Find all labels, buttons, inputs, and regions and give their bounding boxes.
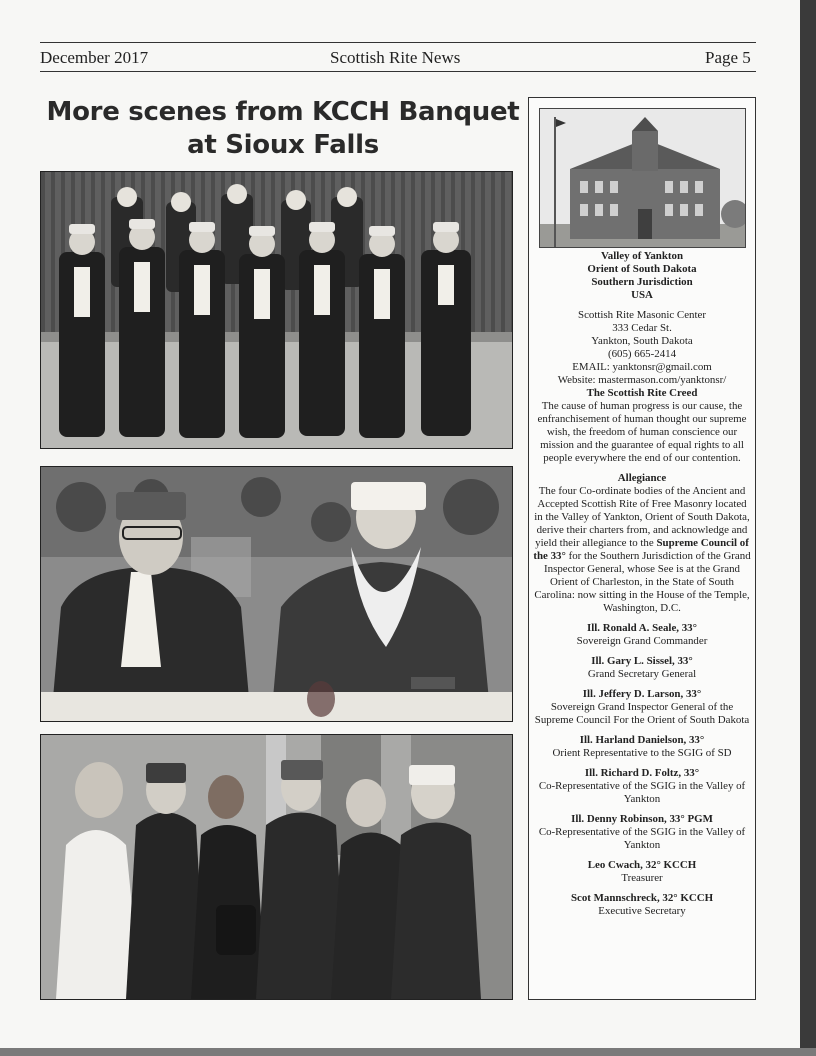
headline-line-1: More scenes from KCCH Banquet xyxy=(46,97,520,127)
creed-text: The cause of human progress is our cause, the enfranchisement of human thought our supreme wish, the freedom of human conscience our mission and the guarantee of equal rights to all people everywhere the end of our contention. xyxy=(537,400,747,464)
officer-title: Treasurer xyxy=(621,872,663,884)
scan-edge-right xyxy=(800,0,816,1056)
headline-line-2: at Sioux Falls xyxy=(187,130,379,160)
officer-title: Sovereign Grand Commander xyxy=(576,635,708,647)
officer-title: Grand Secretary General xyxy=(587,668,697,680)
address-line: 333 Cedar St. xyxy=(612,322,672,334)
officer-name: Ill. Harland Danielson, 33° xyxy=(579,734,705,746)
address-line: Yankton, South Dakota xyxy=(591,335,693,347)
creed-title: The Scottish Rite Creed xyxy=(586,387,698,399)
officer-title: Co-Representative of the SGIG in the Valley of Yankton xyxy=(538,780,746,805)
supreme-council: Supreme Council of the 33° xyxy=(533,537,749,562)
sidebar-text xyxy=(533,250,751,918)
officer-name: Ill. Ronald A. Seale, 33° xyxy=(587,622,697,634)
article-headline xyxy=(40,96,526,162)
org-line: USA xyxy=(631,289,653,301)
website-address: Website: mastermason.com/yanktonsr/ xyxy=(557,374,727,386)
allegiance-title: Allegiance xyxy=(617,472,667,484)
org-line: Orient of South Dakota xyxy=(587,263,697,275)
issue-date: December 2017 xyxy=(40,48,149,67)
masthead-sidebar xyxy=(528,97,756,1000)
page-number: Page 5 xyxy=(705,48,751,67)
officer-title: Co-Representative of the SGIG in the Valley of Yankton xyxy=(538,826,746,851)
header-rule-top xyxy=(40,42,756,43)
officer-name: Ill. Gary L. Sissel, 33° xyxy=(591,655,693,667)
group-photo xyxy=(40,171,513,449)
banquet-table-photo xyxy=(40,466,513,722)
phone-number: (605) 665-2414 xyxy=(607,348,677,360)
email-address: EMAIL: yanktonsr@gmail.com xyxy=(572,361,712,373)
org-line: Southern Jurisdiction xyxy=(591,276,693,288)
couples-photo xyxy=(40,734,513,1000)
officer-name: Ill. Denny Robinson, 33° PGM xyxy=(571,813,713,825)
allegiance-text: The four Co-ordinate bodies of the Ancient and Accepted Scottish Rite of Free Masonry located in the Valley of Yankton, Orient of South Dakota, derive their charters from, and acknowledge and yield their allegiance to the Supreme Council of the 33° for the Southern Jurisdiction of the Grand Inspector General, whose See is at the Grand Orient of Charleston, in the State of South Carolina: now sitting in the House of the Temple, Washington, D.C. xyxy=(533,485,751,614)
scan-edge-bottom xyxy=(0,1048,816,1056)
officer-title: Sovereign Grand Inspector General of the Supreme Council For the Orient of South Dakota xyxy=(534,701,750,726)
officer-title: Orient Representative to the SGIG of SD xyxy=(552,747,732,759)
address-line: Scottish Rite Masonic Center xyxy=(578,309,706,321)
publication-title: Scottish Rite News xyxy=(330,48,461,67)
officer-name: Ill. Richard D. Foltz, 33° xyxy=(584,767,700,779)
yankton-building-photo xyxy=(539,108,746,248)
officer-name: Scot Mannschreck, 32° KCCH xyxy=(570,892,714,904)
officer-title: Executive Secretary xyxy=(598,905,686,917)
officer-name: Leo Cwach, 32° KCCH xyxy=(587,859,697,871)
officer-name: Ill. Jeffery D. Larson, 33° xyxy=(582,688,702,700)
header-rule-bottom xyxy=(40,71,756,72)
org-line: Valley of Yankton xyxy=(600,250,684,262)
